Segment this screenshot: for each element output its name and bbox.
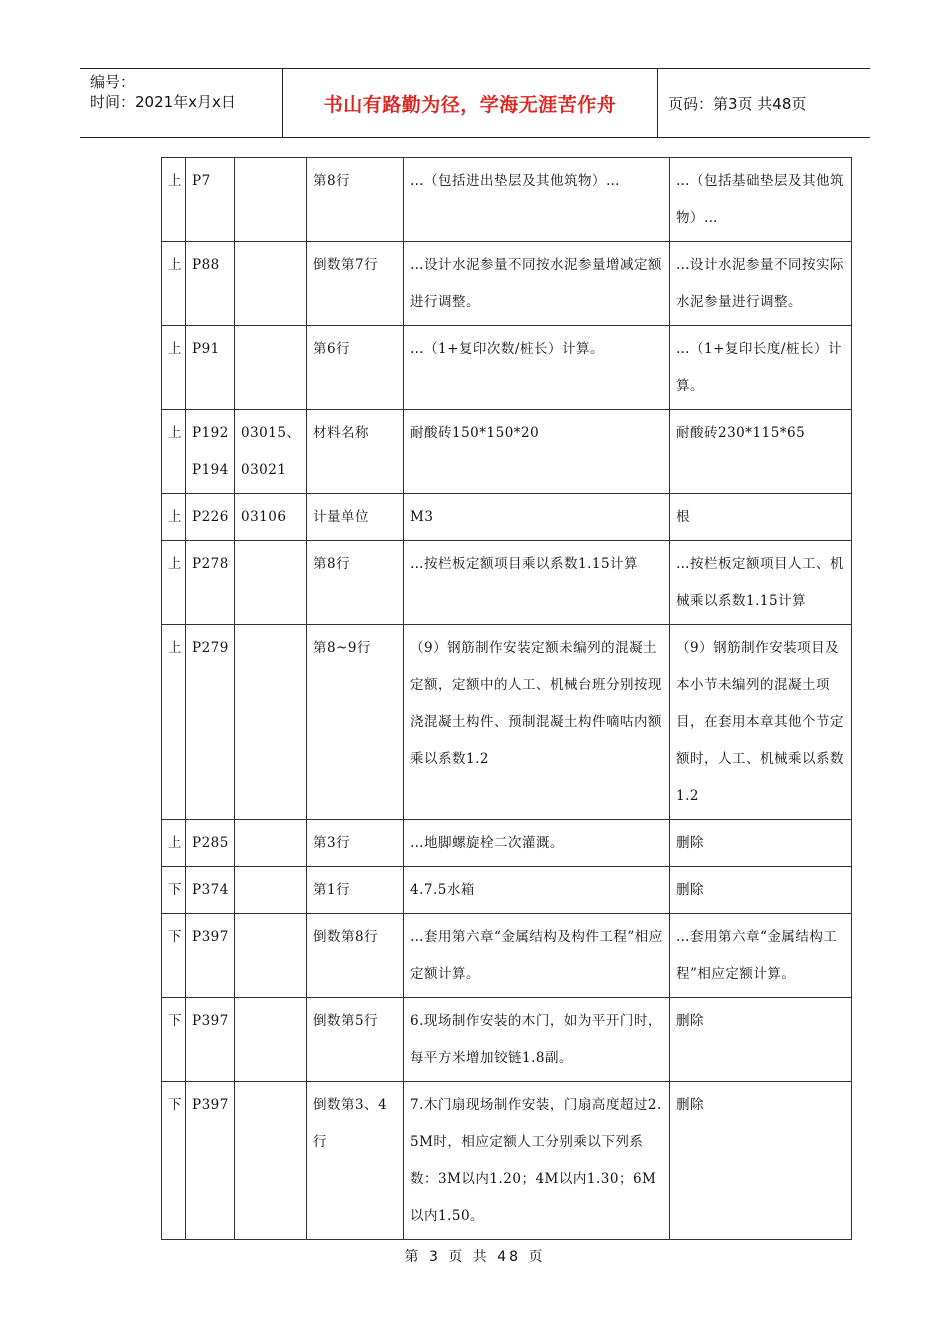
table-row bbox=[162, 326, 852, 410]
location-cell: 倒数第7行 bbox=[307, 242, 404, 326]
location-cell: 第3行 bbox=[307, 820, 404, 867]
page-cell: P397 bbox=[186, 1082, 235, 1240]
code-cell bbox=[235, 541, 307, 625]
location-cell: 第6行 bbox=[307, 326, 404, 410]
code-cell bbox=[235, 326, 307, 410]
original-text-cell: 6.现场制作安装的木门，如为平开门时，每平方米增加铰链1.8副。 bbox=[404, 998, 670, 1082]
volume-cell: 上 bbox=[162, 541, 186, 625]
volume-cell: 上 bbox=[162, 326, 186, 410]
corrected-text-cell: 删除 bbox=[670, 1082, 852, 1240]
volume-cell: 上 bbox=[162, 158, 186, 242]
code-cell bbox=[235, 867, 307, 914]
volume-cell: 下 bbox=[162, 867, 186, 914]
table-row bbox=[162, 867, 852, 914]
volume-cell: 下 bbox=[162, 998, 186, 1082]
code-cell: 03106 bbox=[235, 494, 307, 541]
corrected-text-cell: …（1+复印长度/桩长）计算。 bbox=[670, 326, 852, 410]
original-text-cell: …按栏板定额项目乘以系数1.15计算 bbox=[404, 541, 670, 625]
page-cell: P88 bbox=[186, 242, 235, 326]
original-text-cell: …套用第六章“金属结构及构件工程”相应定额计算。 bbox=[404, 914, 670, 998]
code-cell bbox=[235, 242, 307, 326]
location-cell: 第8行 bbox=[307, 541, 404, 625]
volume-cell: 上 bbox=[162, 494, 186, 541]
corrected-text-cell: …按栏板定额项目人工、机械乘以系数1.15计算 bbox=[670, 541, 852, 625]
code-cell bbox=[235, 998, 307, 1082]
original-text-cell: 7.木门扇现场制作安装，门扇高度超过2.5M时，相应定额人工分别乘以下列系数：3M以内1.20；4M以内1.30；6M以内1.50。 bbox=[404, 1082, 670, 1240]
location-cell: 第8行 bbox=[307, 158, 404, 242]
corrected-text-cell: 删除 bbox=[670, 867, 852, 914]
original-text-cell: 4.7.5水箱 bbox=[404, 867, 670, 914]
corrected-text-cell: …设计水泥参量不同按实际水泥参量进行调整。 bbox=[670, 242, 852, 326]
corrected-text-cell: （9）钢筋制作安装项目及本小节未编列的混凝土项目，在套用本章其他个节定额时，人工、机械乘以系数1.2 bbox=[670, 625, 852, 820]
volume-cell: 上 bbox=[162, 820, 186, 867]
time-label: 时间：2021年x月x日 bbox=[90, 93, 236, 111]
original-text-cell: …地脚螺旋栓二次灌溉。 bbox=[404, 820, 670, 867]
code-label: 编号： bbox=[90, 73, 136, 91]
page-cell: P226 bbox=[186, 494, 235, 541]
location-cell: 计量单位 bbox=[307, 494, 404, 541]
code-cell bbox=[235, 158, 307, 242]
page-cell: P192 P194 bbox=[186, 410, 235, 494]
location-cell: 第1行 bbox=[307, 867, 404, 914]
corrected-text-cell: …套用第六章“金属结构工程”相应定额计算。 bbox=[670, 914, 852, 998]
original-text-cell: M3 bbox=[404, 494, 670, 541]
table-row bbox=[162, 914, 852, 998]
original-text-cell: （9）钢筋制作安装定额未编列的混凝土定额，定额中的人工、机械台班分别按现浇混凝土构件、预制混凝土构件嘀咕内额乘以系数1.2 bbox=[404, 625, 670, 820]
location-cell: 倒数第5行 bbox=[307, 998, 404, 1082]
code-cell bbox=[235, 625, 307, 820]
volume-cell: 上 bbox=[162, 625, 186, 820]
page-cell: P279 bbox=[186, 625, 235, 820]
location-cell: 第8~9行 bbox=[307, 625, 404, 820]
volume-cell: 下 bbox=[162, 914, 186, 998]
code-cell: 03015、03021 bbox=[235, 410, 307, 494]
page-footer: 第 3 页 共 48 页 bbox=[404, 1249, 546, 1265]
header-page-label: 页码：第3页 共48页 bbox=[668, 94, 807, 113]
corrected-text-cell: 删除 bbox=[670, 998, 852, 1082]
table-row bbox=[162, 158, 852, 242]
table-row bbox=[162, 541, 852, 625]
table-row bbox=[162, 625, 852, 820]
table-row bbox=[162, 494, 852, 541]
location-cell: 材料名称 bbox=[307, 410, 404, 494]
page-cell: P91 bbox=[186, 326, 235, 410]
volume-cell: 上 bbox=[162, 410, 186, 494]
volume-cell: 下 bbox=[162, 1082, 186, 1240]
location-cell: 倒数第8行 bbox=[307, 914, 404, 998]
location-cell: 倒数第3、4行 bbox=[307, 1082, 404, 1240]
table-row bbox=[162, 242, 852, 326]
page-header bbox=[80, 68, 870, 138]
table-row bbox=[162, 1082, 852, 1240]
table-row bbox=[162, 998, 852, 1082]
corrected-text-cell: 根 bbox=[670, 494, 852, 541]
original-text-cell: …（包括进出垫层及其他筑物）… bbox=[404, 158, 670, 242]
page-cell: P397 bbox=[186, 914, 235, 998]
page-cell: P374 bbox=[186, 867, 235, 914]
header-meta bbox=[80, 69, 282, 137]
corrected-text-cell: 删除 bbox=[670, 820, 852, 867]
page-cell: P285 bbox=[186, 820, 235, 867]
errata-table-body bbox=[162, 158, 852, 1240]
code-cell bbox=[235, 820, 307, 867]
corrected-text-cell: 耐酸砖230*115*65 bbox=[670, 410, 852, 494]
original-text-cell: …（1+复印次数/桩长）计算。 bbox=[404, 326, 670, 410]
original-text-cell: 耐酸砖150*150*20 bbox=[404, 410, 670, 494]
volume-cell: 上 bbox=[162, 242, 186, 326]
code-cell bbox=[235, 914, 307, 998]
code-cell bbox=[235, 1082, 307, 1240]
page-cell: P397 bbox=[186, 998, 235, 1082]
table-row bbox=[162, 410, 852, 494]
table-row bbox=[162, 820, 852, 867]
corrected-text-cell: …（包括基础垫层及其他筑物）… bbox=[670, 158, 852, 242]
header-motto: 书山有路勤为径，学海无涯苦作舟 bbox=[282, 69, 658, 137]
errata-table bbox=[161, 157, 852, 1240]
original-text-cell: …设计水泥参量不同按水泥参量增减定额进行调整。 bbox=[404, 242, 670, 326]
page-cell: P7 bbox=[186, 158, 235, 242]
page-cell: P278 bbox=[186, 541, 235, 625]
